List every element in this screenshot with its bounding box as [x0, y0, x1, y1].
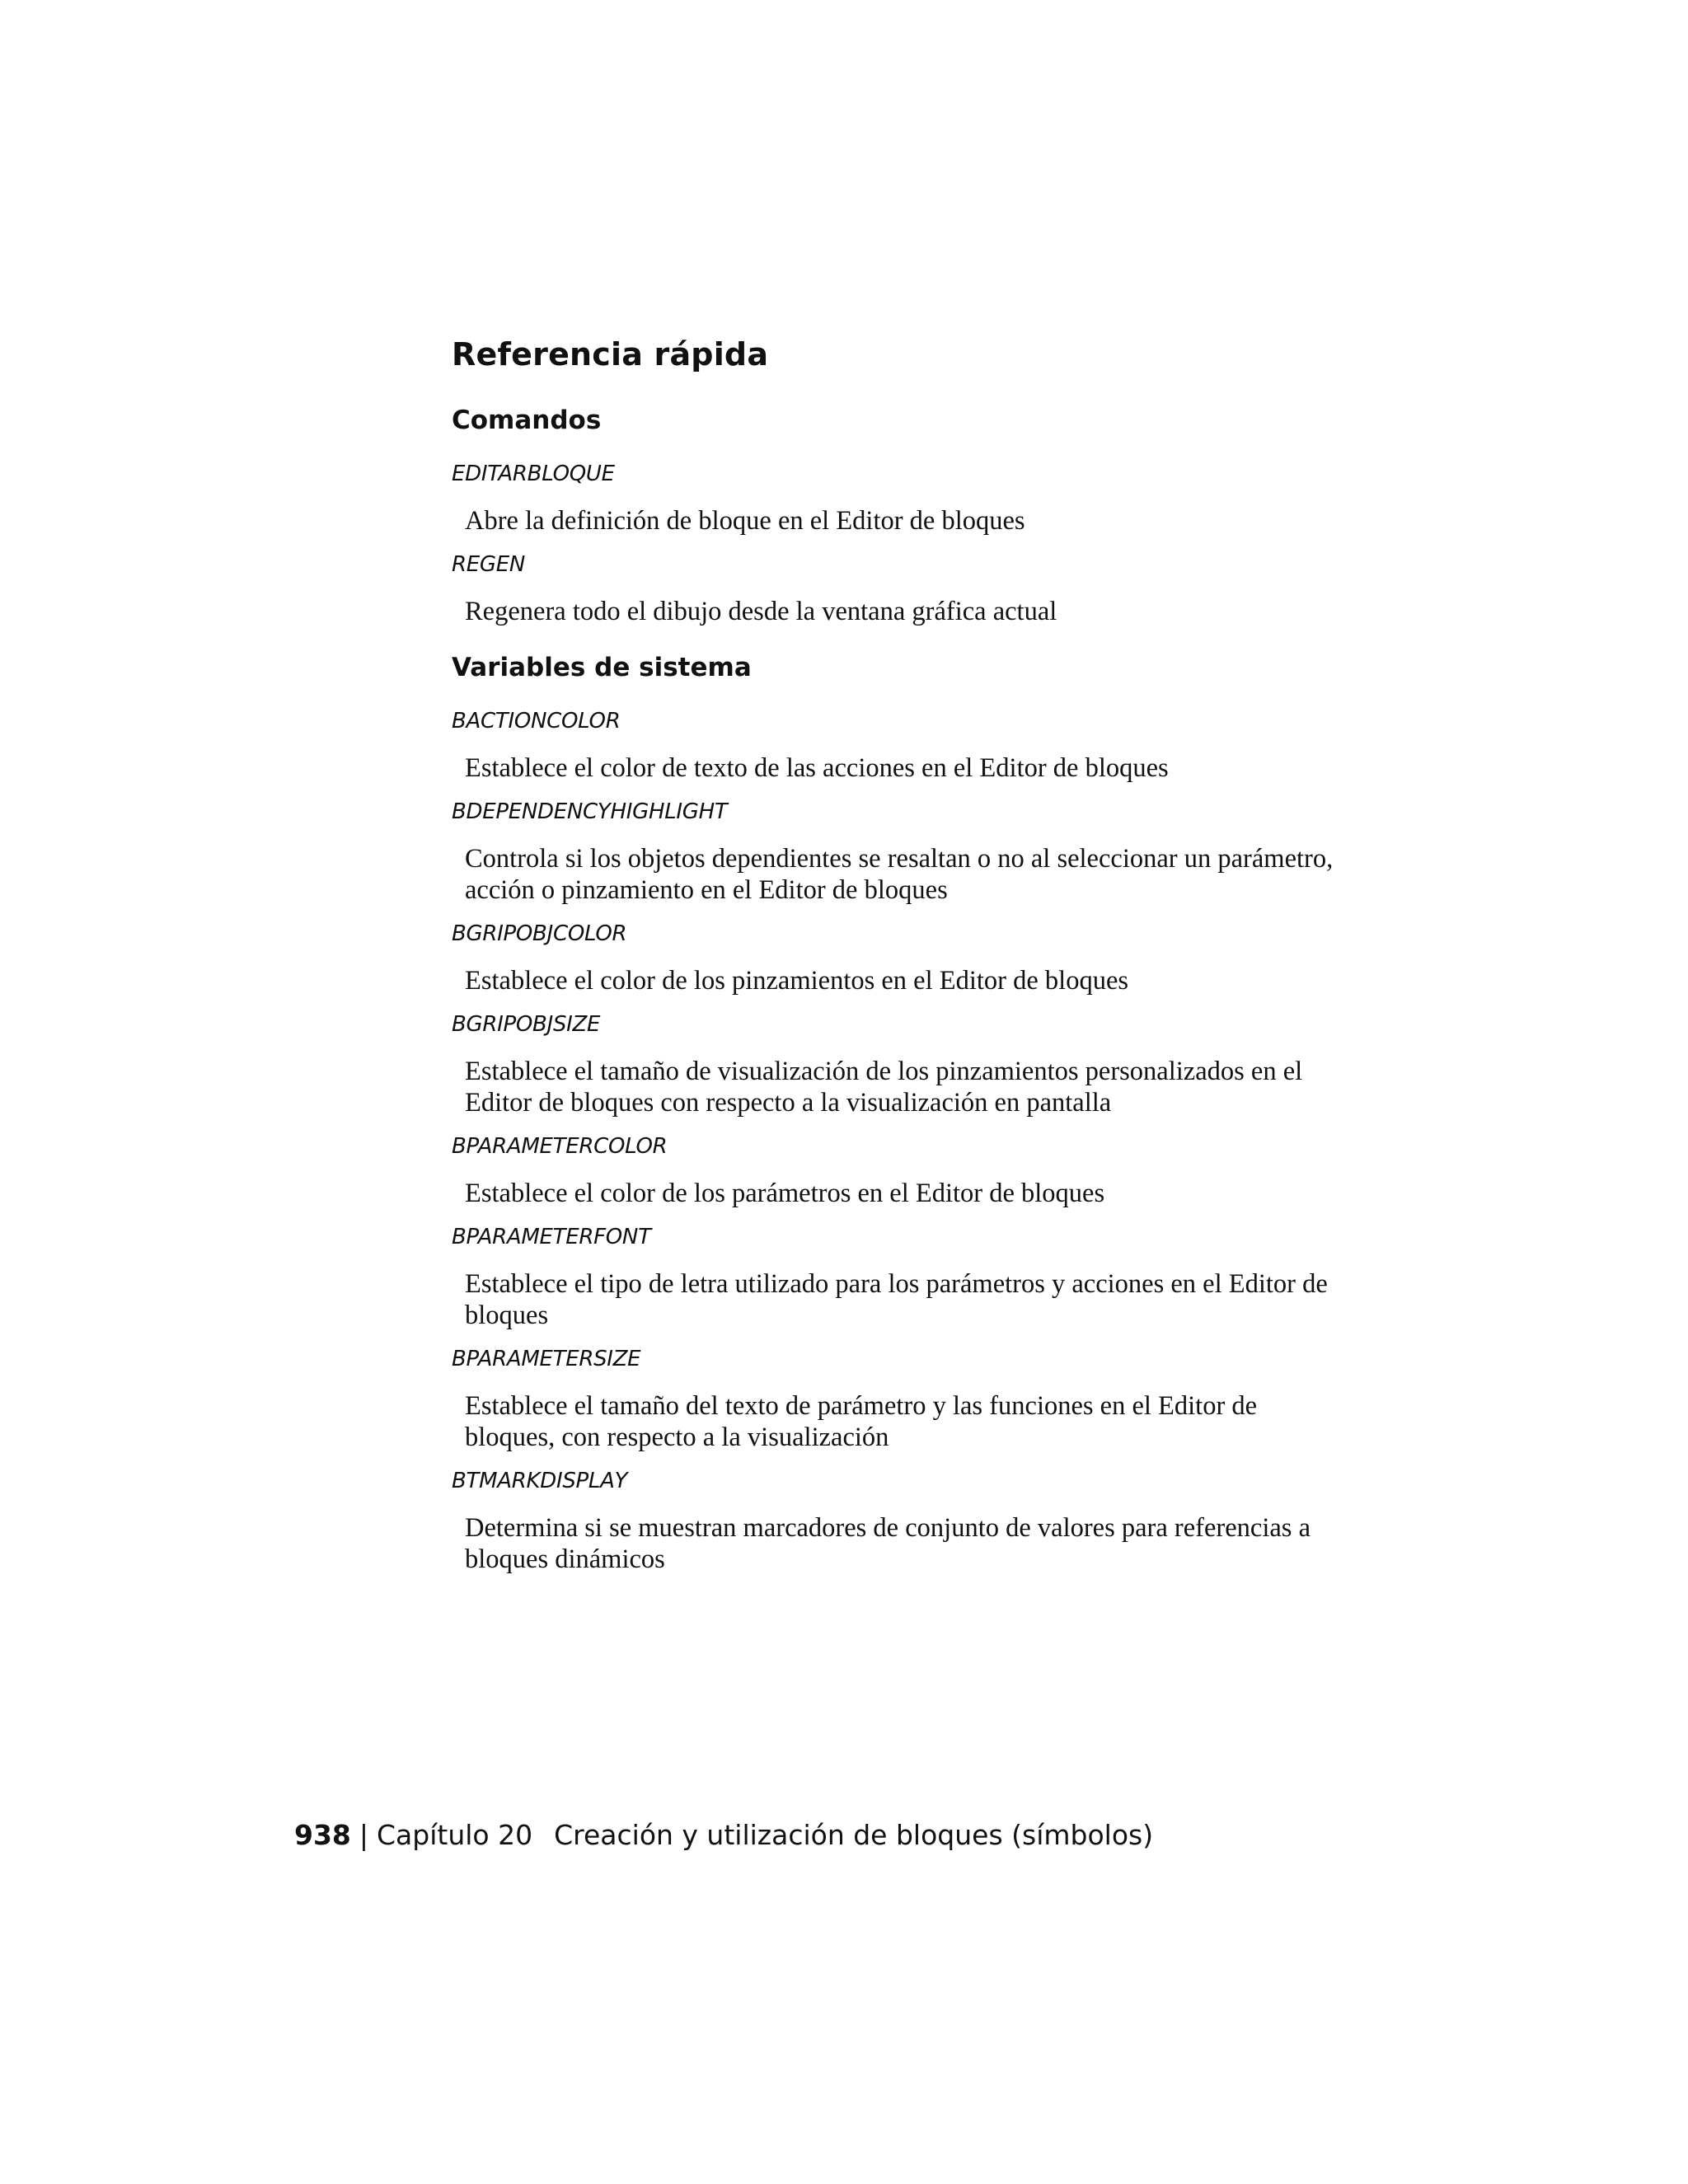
- system-variables-list: [452, 706, 1350, 1575]
- quick-reference-section: [452, 334, 1350, 1588]
- variable-description: Controla si los objetos dependientes se resaltan o no al seleccionar un parámetro, acción o pinzamiento en el Editor de bloques: [465, 844, 1334, 905]
- variable-description: Establece el tipo de letra utilizado para los parámetros y acciones en el Editor de bloques: [465, 1269, 1328, 1330]
- chapter-label: Capítulo 20: [377, 1819, 533, 1851]
- commands-list: [452, 459, 1350, 627]
- variable-term: BGRIPOBJSIZE: [452, 1012, 601, 1037]
- variable-term: BGRIPOBJCOLOR: [452, 921, 627, 946]
- command-description: Abre la definición de bloque en el Editor de bloques: [465, 506, 1025, 536]
- section-heading: Referencia rápida: [452, 336, 769, 373]
- variable-term: BACTIONCOLOR: [452, 709, 621, 733]
- variable-description: Determina si se muestran marcadores de conjunto de valores para referencias a bloques dinámicos: [465, 1513, 1311, 1574]
- variable-description: Establece el color de los pinzamientos en el Editor de bloques: [465, 966, 1129, 996]
- footer-separator: |: [359, 1819, 369, 1851]
- variable-term: BDEPENDENCYHIGHLIGHT: [452, 799, 728, 824]
- variable-description: Establece el color de texto de las acciones en el Editor de bloques: [465, 753, 1169, 783]
- variable-description: Establece el tamaño de visualización de los pinzamientos personalizados en el Editor de bloques con respecto a la visualización en pantalla: [465, 1057, 1303, 1118]
- page-footer: [294, 1817, 1153, 1854]
- variable-description: Establece el tamaño del texto de parámetro y las funciones en el Editor de bloques, con respecto a la visualización: [465, 1391, 1258, 1452]
- command-description: Regenera todo el dibujo desde la ventana gráfica actual: [465, 597, 1057, 626]
- variable-term: BPARAMETERCOLOR: [452, 1134, 668, 1159]
- variable-term: BPARAMETERSIZE: [452, 1347, 641, 1371]
- command-term: REGEN: [452, 552, 526, 577]
- page-number: 938: [294, 1819, 351, 1851]
- variable-term: BTMARKDISPLAY: [452, 1469, 628, 1493]
- variable-term: BPARAMETERFONT: [452, 1225, 651, 1249]
- chapter-title: Creación y utilización de bloques (símbolos): [554, 1819, 1154, 1851]
- commands-heading: Comandos: [452, 405, 602, 435]
- system-variables-heading: Variables de sistema: [452, 653, 752, 682]
- variable-description: Establece el color de los parámetros en el Editor de bloques: [465, 1179, 1105, 1208]
- command-term: EDITARBLOQUE: [452, 462, 615, 486]
